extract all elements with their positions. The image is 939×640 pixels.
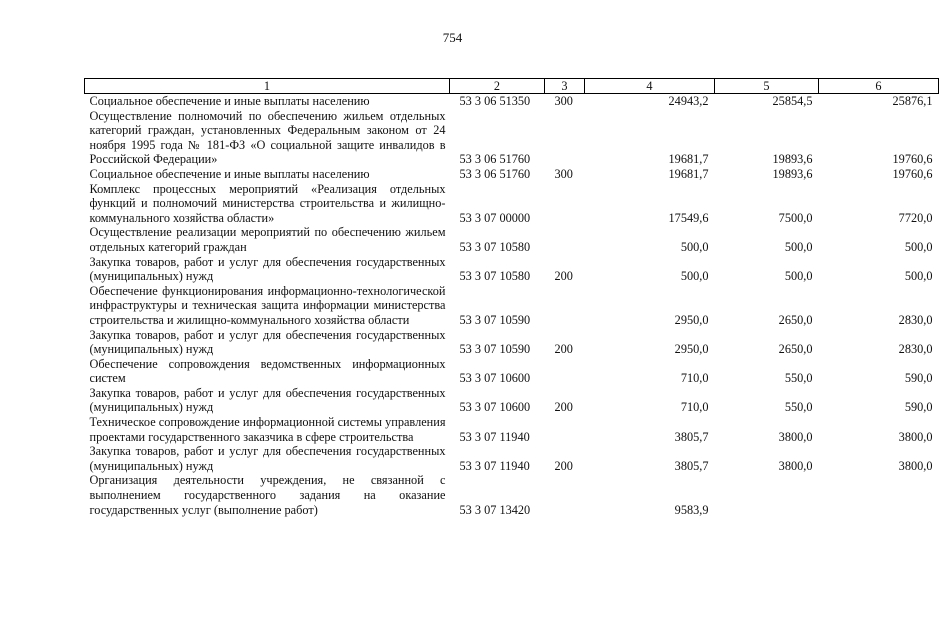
row-amount-year-2: 7500,0	[778, 210, 813, 225]
row-amount-year-1: 9583,9	[674, 502, 709, 517]
row-expense-type	[545, 109, 585, 167]
row-amount-year-2: 19893,6	[772, 152, 813, 167]
row-target-code: 53 3 07 00000	[459, 210, 531, 225]
table-row	[85, 328, 939, 357]
row-amount-year-1: 17549,6	[668, 210, 709, 225]
table-row	[85, 94, 939, 109]
row-expense-type: 200	[554, 342, 573, 357]
column-header: 2	[450, 79, 545, 94]
row-expense-type	[545, 357, 585, 386]
page-number: 754	[442, 30, 463, 45]
table-row	[85, 182, 939, 226]
row-description: Закупка товаров, работ и услуг для обеспечения государственных (муниципальных) нужд	[89, 385, 446, 415]
column-header: 3	[545, 79, 585, 94]
row-description: Осуществление полномочий по обеспечению жильем отдельных категорий граждан, установленных Федеральным законом от 24 ноября 1995 года № 181-ФЗ «О социальной защите инвалидов в Российской Федерации»	[89, 108, 446, 167]
row-expense-type: 200	[554, 269, 573, 284]
column-header: 5	[715, 79, 819, 94]
row-amount-year-1: 500,0	[680, 269, 709, 284]
row-target-code: 53 3 07 10590	[459, 342, 531, 357]
row-target-code: 53 3 07 10600	[459, 400, 531, 415]
table-row	[85, 284, 939, 328]
row-expense-type	[545, 182, 585, 226]
row-description: Закупка товаров, работ и услуг для обеспечения государственных (муниципальных) нужд	[89, 444, 446, 473]
row-expense-type: 200	[554, 400, 573, 415]
row-target-code: 53 3 06 51760	[459, 166, 531, 181]
row-target-code: 53 3 07 11940	[459, 458, 530, 473]
row-expense-type: 200	[554, 458, 573, 473]
row-amount-year-3: 7720,0	[898, 210, 933, 225]
row-target-code: 53 3 07 10600	[459, 371, 531, 386]
row-amount-year-3: 2830,0	[898, 312, 933, 327]
row-amount-year-3: 590,0	[904, 400, 933, 415]
row-description: Социальное обеспечение и иные выплаты населению	[89, 94, 370, 108]
row-amount-year-1: 710,0	[680, 400, 709, 415]
row-amount-year-2: 550,0	[784, 400, 813, 415]
row-amount-year-3: 500,0	[904, 239, 933, 254]
table-row	[85, 109, 939, 167]
row-target-code: 53 3 07 10590	[459, 312, 531, 327]
row-amount-year-1: 19681,7	[668, 152, 709, 167]
row-description: Организация деятельности учреждения, не связанной с выполнением государственного задания на оказание государственных услуг (выполнение работ)	[89, 473, 446, 517]
row-expense-type	[545, 225, 585, 254]
row-amount-year-2: 3800,0	[778, 429, 813, 444]
table-row	[85, 225, 939, 254]
row-description: Закупка товаров, работ и услуг для обеспечения государственных (муниципальных) нужд	[89, 327, 446, 357]
row-target-code: 53 3 06 51760	[459, 152, 531, 167]
row-amount-year-3: 2830,0	[898, 342, 933, 357]
column-header: 4	[585, 79, 715, 94]
row-amount-year-2	[715, 473, 819, 517]
row-amount-year-2: 500,0	[784, 239, 813, 254]
row-description: Техническое сопровождение информационной системы управления проектами государственного заказчика в сфере строительства	[89, 415, 446, 444]
row-amount-year-2: 19893,6	[772, 166, 813, 181]
row-expense-type: 300	[554, 166, 573, 181]
table-row	[85, 415, 939, 444]
row-amount-year-1: 710,0	[680, 371, 709, 386]
table-row	[85, 357, 939, 386]
row-description: Комплекс процессных мероприятий «Реализация отдельных функций и полномочий министерства строительства и жилищно-коммунального хозяйства области»	[89, 181, 446, 225]
row-amount-year-3: 19760,6	[892, 166, 933, 181]
row-description: Обеспечение функционирования информационно-технологической инфраструктуры и техническая защита информации министерства строительства и жилищно-коммунального хозяйства области	[89, 283, 446, 327]
row-amount-year-2: 2650,0	[778, 342, 813, 357]
row-amount-year-1: 500,0	[680, 239, 709, 254]
row-target-code: 53 3 07 13420	[459, 502, 531, 517]
row-amount-year-2: 550,0	[784, 371, 813, 386]
table-header-row	[85, 79, 939, 94]
row-description: Социальное обеспечение и иные выплаты населению	[89, 166, 370, 181]
table-row	[85, 473, 939, 517]
row-amount-year-3: 3800,0	[898, 458, 933, 473]
table-row	[85, 386, 939, 415]
row-description: Закупка товаров, работ и услуг для обеспечения государственных (муниципальных) нужд	[89, 254, 446, 284]
row-amount-year-2: 25854,5	[772, 94, 813, 108]
row-amount-year-2: 3800,0	[778, 458, 813, 473]
row-amount-year-1: 2950,0	[674, 312, 709, 327]
row-expense-type	[545, 284, 585, 328]
row-amount-year-1: 3805,7	[674, 429, 709, 444]
row-expense-type	[545, 473, 585, 517]
row-description: Осуществление реализации мероприятий по обеспечению жильем отдельных категорий граждан	[89, 225, 446, 254]
row-amount-year-3	[819, 473, 939, 517]
table-body	[85, 94, 939, 518]
column-header: 6	[819, 79, 939, 94]
row-amount-year-1: 24943,2	[668, 94, 709, 108]
row-amount-year-3: 500,0	[904, 269, 933, 284]
row-amount-year-1: 19681,7	[668, 166, 709, 181]
row-target-code: 53 3 06 51350	[459, 94, 531, 108]
row-target-code: 53 3 07 10580	[459, 239, 531, 254]
table-row	[85, 255, 939, 284]
row-target-code: 53 3 07 10580	[459, 269, 531, 284]
row-expense-type	[545, 415, 585, 444]
row-amount-year-1: 2950,0	[674, 342, 709, 357]
row-amount-year-2: 2650,0	[778, 312, 813, 327]
table-row	[85, 167, 939, 182]
row-amount-year-2: 500,0	[784, 269, 813, 284]
row-amount-year-3: 590,0	[904, 371, 933, 386]
row-amount-year-1: 3805,7	[674, 458, 709, 473]
table-row	[85, 444, 939, 473]
row-amount-year-3: 3800,0	[898, 429, 933, 444]
row-expense-type: 300	[554, 94, 573, 108]
row-description: Обеспечение сопровождения ведомственных информационных систем	[89, 356, 446, 386]
row-amount-year-3: 19760,6	[892, 152, 933, 167]
row-amount-year-3: 25876,1	[892, 94, 933, 108]
budget-table	[84, 78, 939, 517]
row-target-code: 53 3 07 11940	[459, 429, 530, 444]
column-header: 1	[85, 79, 450, 94]
